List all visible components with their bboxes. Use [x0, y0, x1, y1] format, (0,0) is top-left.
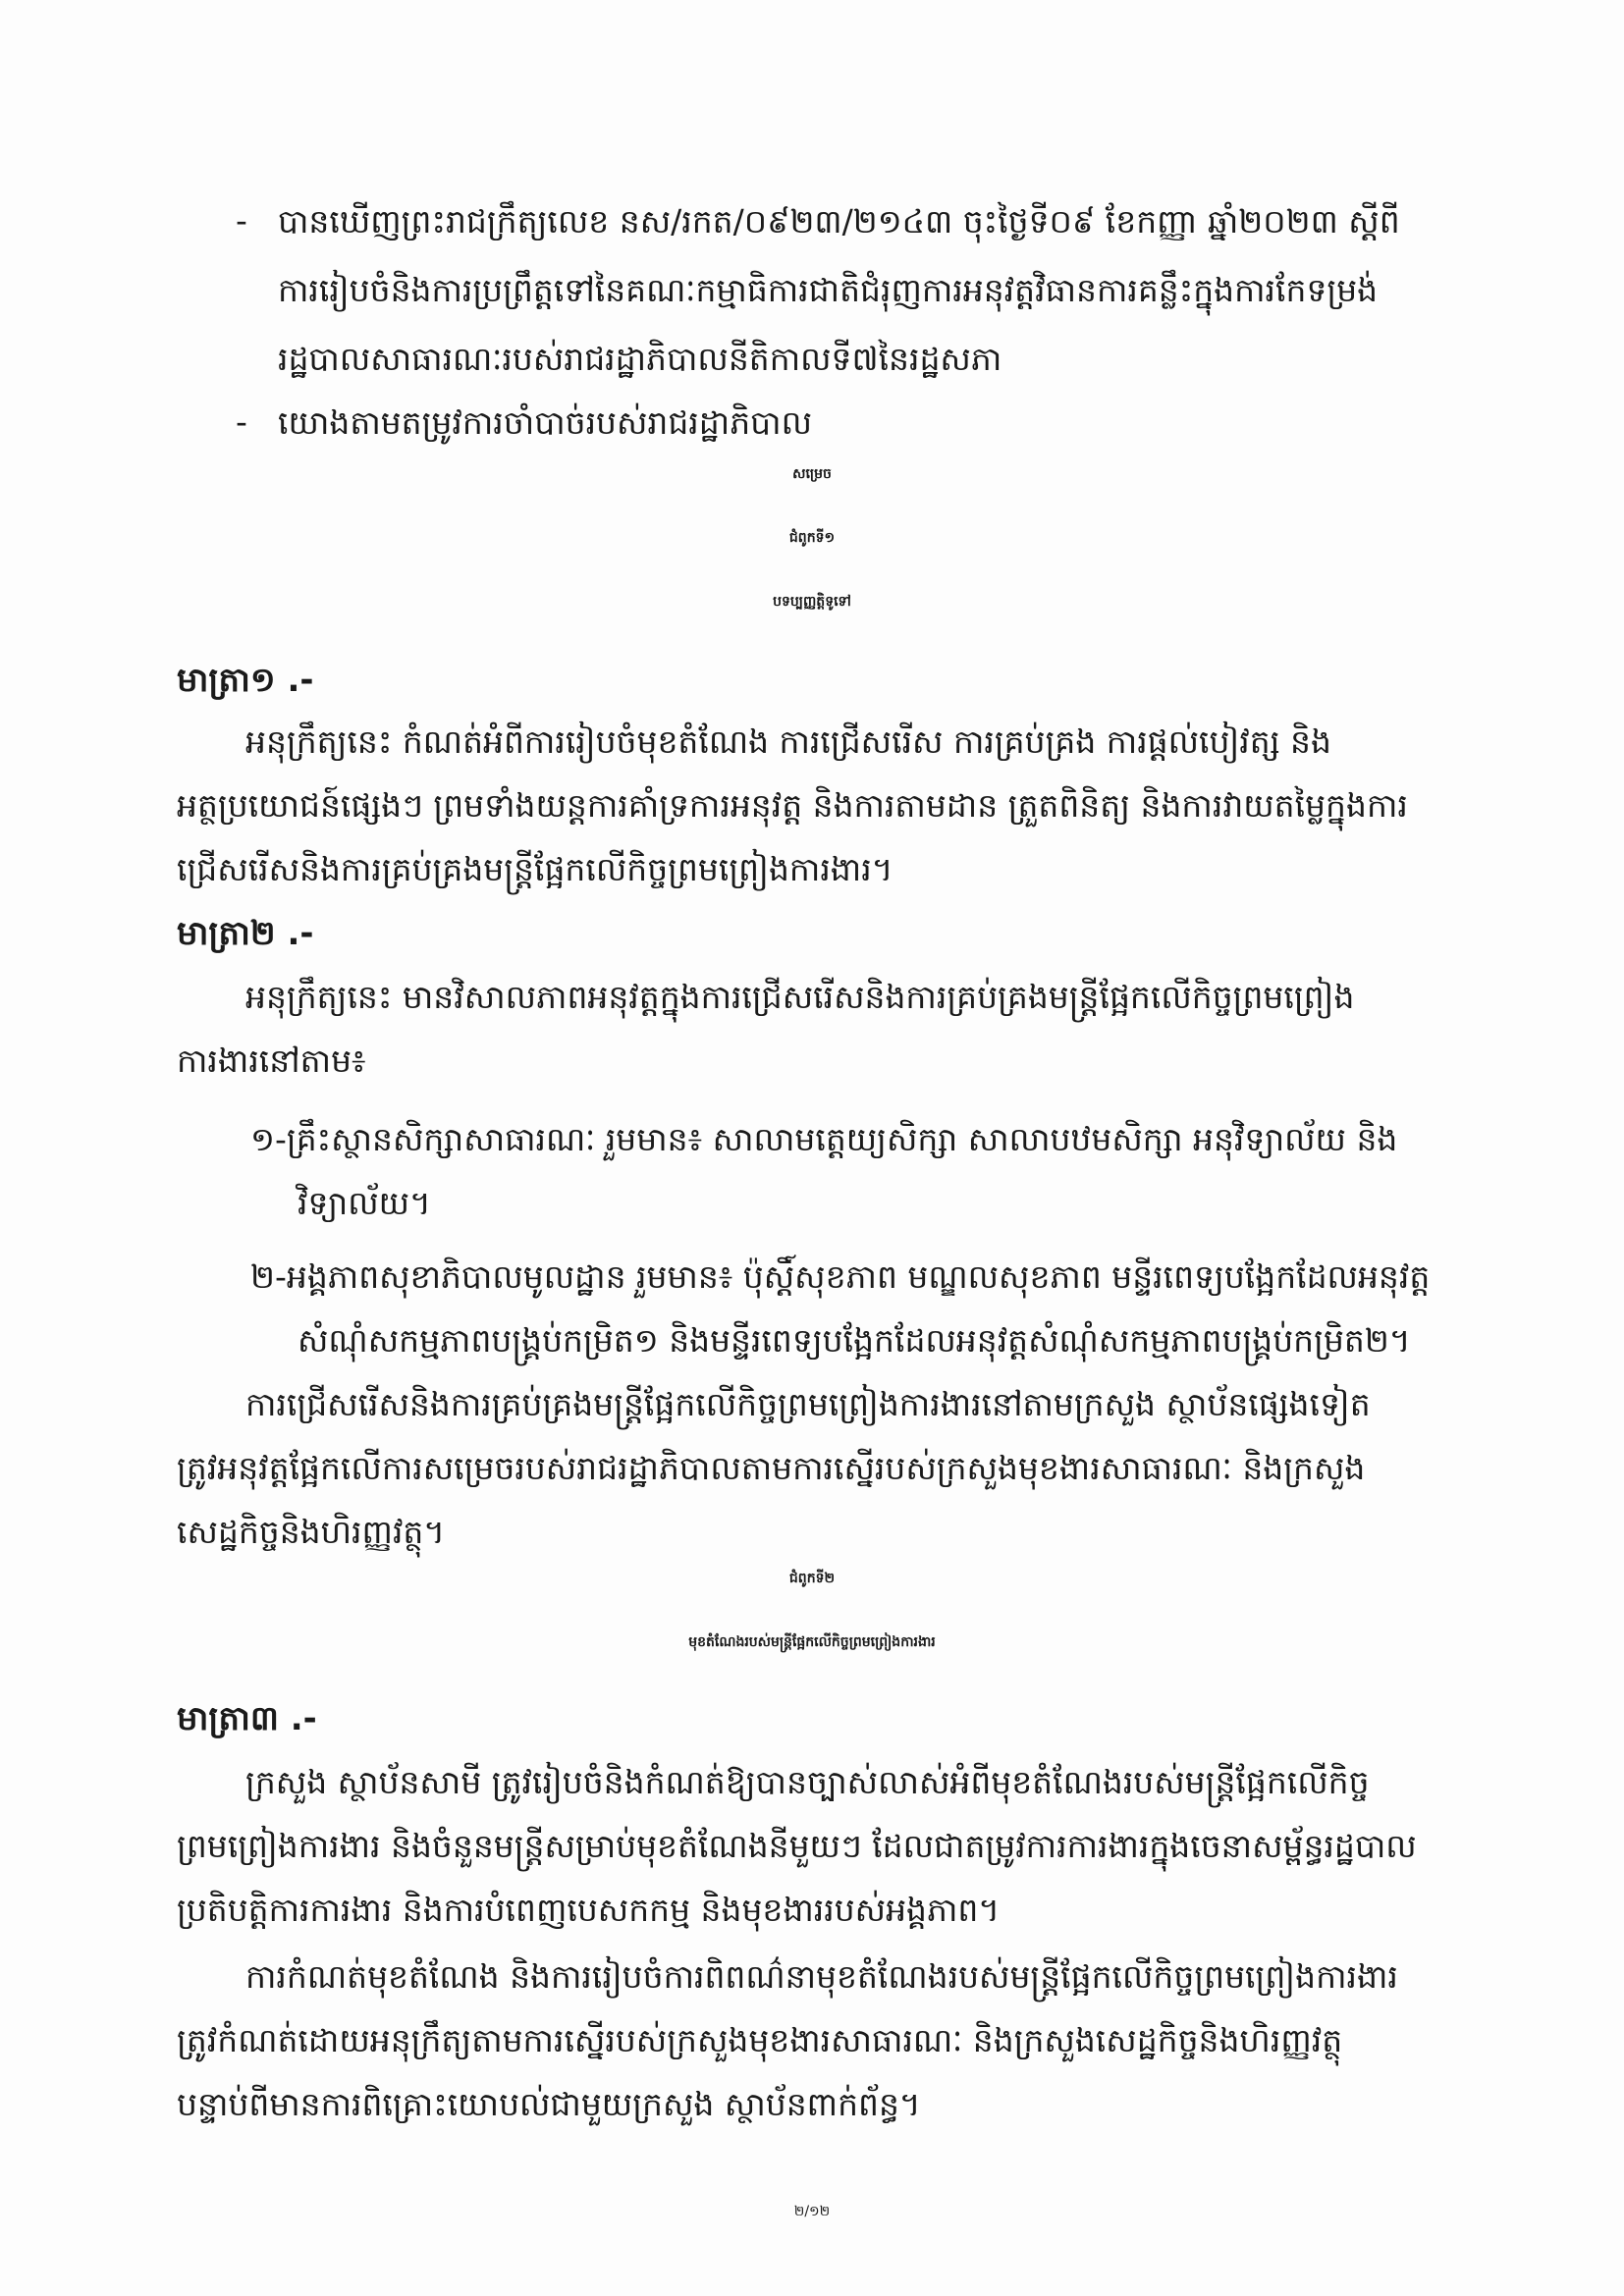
- article-label: មាត្រា៣ .-: [177, 1699, 317, 1738]
- preamble-line: បានឃើញព្រះរាជក្រឹត្យលេខ នស/រកត/០៩២៣/២១៤៣ ចុះថ្ងៃទី០៩ ខែកញ្ញា ឆ្នាំ២០២៣ ស្ដីពី: [278, 202, 1400, 240]
- article-text-line: សេដ្ឋកិច្ចនិងហិរញ្ញវត្ថុ។: [177, 1513, 446, 1551]
- article-text-line: ការកំណត់មុខតំណែង និងការរៀបចំការពិពណ៌នាមុខតំណែងរបស់មន្ត្រីផ្អែកលើកិច្ចព្រមព្រៀងការងារ: [245, 1957, 1398, 1996]
- bullet-dash: -: [236, 201, 247, 240]
- article-text-line: ការងារនៅតាម៖: [177, 1041, 366, 1080]
- page-number: ២/១២: [793, 2204, 831, 2219]
- article-text-line: ការជ្រើសរើសនិងការគ្រប់គ្រងមន្ត្រីផ្អែកលើកិច្ចព្រមព្រៀងការងារនៅតាមក្រសួង ស្ថាប័នផ្សេងទៀត: [245, 1385, 1371, 1423]
- article-text-line: ត្រូវអនុវត្តផ្អែកលើការសម្រេចរបស់រាជរដ្ឋាភិបាលតាមការស្នើរបស់ក្រសួងមុខងារសាធារណៈ និងក្រសួង: [177, 1449, 1366, 1487]
- bullet-dash: -: [236, 402, 247, 441]
- article-text-line: ជ្រើសរើសនិងការគ្រប់គ្រងមន្ត្រីផ្អែកលើកិច្ចព្រមព្រៀងការងារ។: [177, 850, 893, 888]
- list-item-line: ២-អង្គភាពសុខាភិបាលមូលដ្ឋាន រួមមាន៖ ប៉ុស្តិ៍សុខភាព មណ្ឌលសុខភាព មន្ទីរពេទ្យបង្អែកដែលអនុវត្ត: [250, 1257, 1431, 1296]
- decision-title: សម្រេច: [792, 466, 832, 482]
- article-text-line: អត្ថប្រយោជន៍ផ្សេងៗ ព្រមទាំងយន្តការគាំទ្រការអនុវត្ត និងការតាមដាន ត្រួតពិនិត្យ និងការវាយតម្លៃក្នុងការ: [177, 786, 1408, 825]
- preamble-line: ការរៀបចំនិងការប្រព្រឹត្តទៅនៃគណៈកម្មាធិការជាតិជំរុញការអនុវត្តវិធានការគន្លឹះក្នុងការកែទម្រង់: [278, 271, 1379, 309]
- article-text-line: អនុក្រឹត្យនេះ មានវិសាលភាពអនុវត្តក្នុងការជ្រើសរើសនិងការគ្រប់គ្រងមន្ត្រីផ្អែកលើកិច្ចព្រមព្រៀង: [245, 978, 1355, 1016]
- chapter-title: បទប្បញ្ញត្តិទូទៅ: [773, 594, 851, 610]
- chapter-title: មុខតំណែងរបស់មន្ត្រីផ្អែកលើកិច្ចព្រមព្រៀងការងារ: [688, 1634, 936, 1650]
- list-item-line: សំណុំសកម្មភាពបង្គ្រប់កម្រិត១ និងមន្ទីរពេទ្យបង្អែកដែលអនុវត្តសំណុំសកម្មភាពបង្គ្រប់កម្រិត២។: [298, 1321, 1411, 1360]
- article-label: មាត្រា១ .-: [177, 661, 314, 700]
- article-label: មាត្រា២ .-: [177, 914, 314, 953]
- article-text-line: អនុក្រឹត្យនេះ កំណត់អំពីការរៀបចំមុខតំណែង ការជ្រើសរើស ការគ្រប់គ្រង ការផ្ដល់បៀវត្ស និង: [245, 722, 1331, 761]
- preamble-line: យោងតាមតម្រូវការចាំបាច់របស់រាជរដ្ឋាភិបាល: [278, 403, 812, 442]
- article-text-line: ត្រូវកំណត់ដោយអនុក្រឹត្យតាមការស្នើរបស់ក្រសួងមុខងារសាធារណៈ និងក្រសួងសេដ្ឋកិច្ចនិងហិរញ្ញវត្ថុ: [177, 2021, 1343, 2059]
- article-text-line: បន្ទាប់ពីមានការពិគ្រោះយោបល់ជាមួយក្រសួង ស្ថាប័នពាក់ព័ន្ធ។: [177, 2085, 921, 2123]
- chapter-number: ជំពូកទី២: [788, 1571, 836, 1586]
- article-text-line: ប្រតិបត្តិការការងារ និងការបំពេញបេសកកម្ម និងមុខងាររបស់អង្គភាព។: [177, 1891, 1001, 1929]
- article-text-line: ក្រសួង ស្ថាប័នសាមី ត្រូវរៀបចំនិងកំណត់ឱ្យបានច្បាស់លាស់អំពីមុខតំណែងរបស់មន្ត្រីផ្អែកលើកិច្ច: [245, 1763, 1370, 1801]
- article-text-line: ព្រមព្រៀងការងារ និងចំនួនមន្ត្រីសម្រាប់មុខតំណែងនីមួយៗ ដែលជាតម្រូវការការងារក្នុងចេនាសម្ព័ន្ធរដ្ឋបាល: [177, 1827, 1417, 1865]
- chapter-number: ជំពូកទី១: [788, 530, 836, 546]
- list-item-line: វិទ្យាល័យ។: [298, 1184, 431, 1222]
- list-item-line: ១-គ្រឹះស្ថានសិក្សាសាធារណៈ រួមមាន៖ សាលាមត្តេយ្យសិក្សា សាលាបឋមសិក្សា អនុវិទ្យាល័យ និង: [250, 1120, 1398, 1158]
- preamble-line: រដ្ឋបាលសាធារណៈរបស់រាជរដ្ឋាភិបាលនីតិកាលទី៧នៃរដ្ឋសភា: [278, 340, 1002, 378]
